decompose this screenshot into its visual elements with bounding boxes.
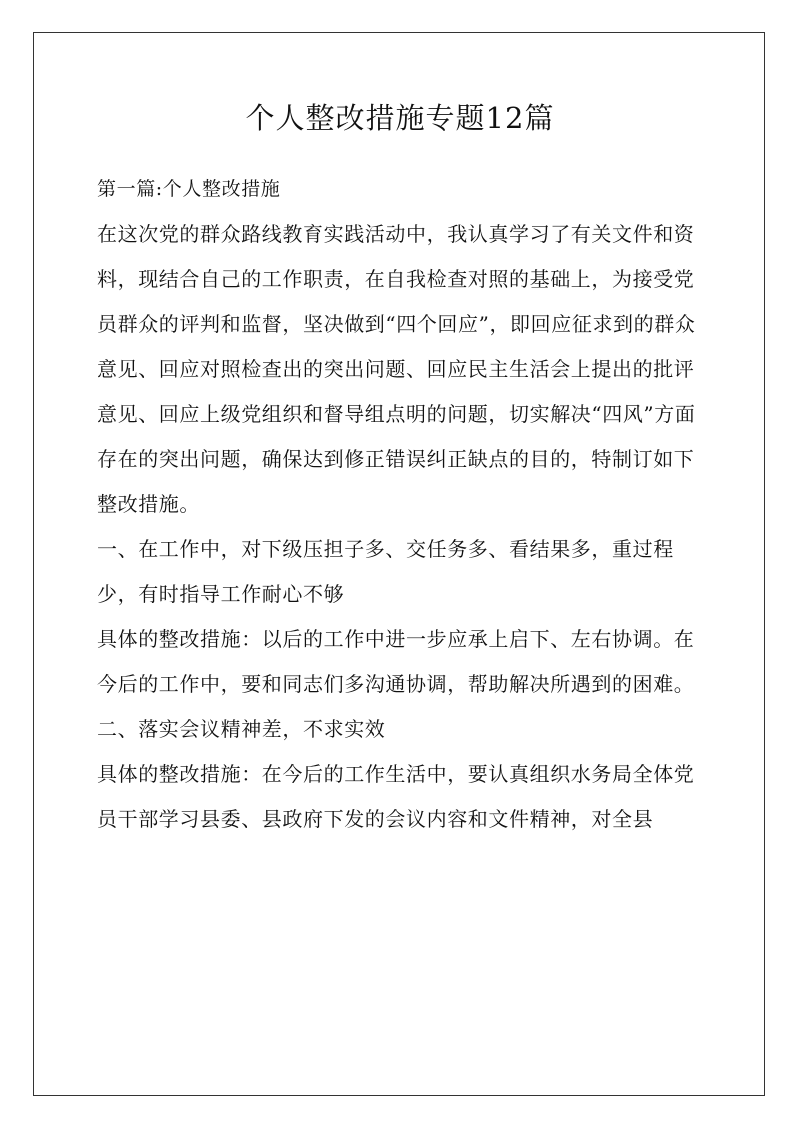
paragraph-item-2-heading: 二、落实会议精神差，不求实效 — [97, 717, 386, 741]
section-heading: 第一篇:个人整改措施 — [97, 178, 281, 200]
paragraph-item-1-measures: 具体的整改措施：以后的工作中进一步应承上启下、左右协调。在今后的工作中，要和同志们多沟通协调，帮助解决所遇到的困难。 — [97, 627, 695, 696]
paragraph-item-2-measures: 具体的整改措施：在今后的工作生活中，要认真组织水务局全体党员干部学习县委、县政府下发的会议内容和文件精神，对全县 — [97, 762, 695, 831]
document-body — [97, 167, 703, 842]
document-title: 个人整改措施专题12篇 — [245, 101, 555, 135]
paragraph-item-1-heading: 一、在工作中，对下级压担子多、交任务多、看结果多，重过程少，有时指导工作耐心不够 — [97, 537, 674, 606]
paragraph-intro: 在这次党的群众路线教育实践活动中，我认真学习了有关文件和资料，现结合自己的工作职责，在自我检查对照的基础上，为接受党员群众的评判和监督，坚决做到“四个回应”，即回应征求到的群众意见、回应对照检查出的突出问题、回应民主生活会上提出的批评意见、回应上级党组织和督导组点明的问题，切实解决“四风”方面存在的突出问题，确保达到修正错误纠正缺点的目的，特制订如下整改措施。 — [97, 222, 696, 516]
